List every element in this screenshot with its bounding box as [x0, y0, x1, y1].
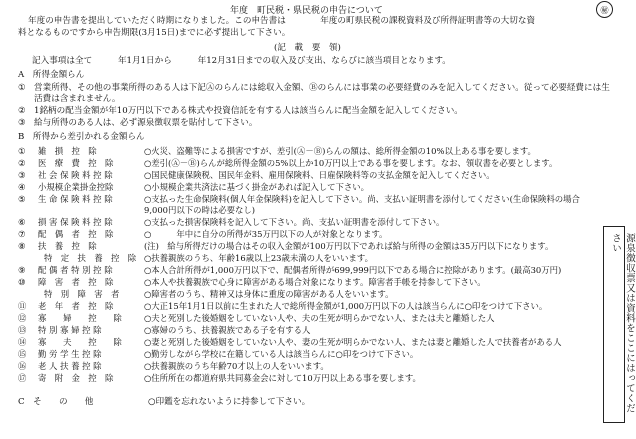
row-number: ⑧: [18, 241, 26, 251]
row-description: ○本人や扶養親族で心身に障害がある場合対象になります。障害者手帳を持参して下さい。: [144, 277, 486, 287]
row-number: ⑥: [18, 217, 26, 227]
row-number: ⑫: [18, 313, 27, 323]
row-number: ⑮: [18, 349, 27, 359]
section-a-item-3-num: ③: [18, 118, 26, 128]
row-label: 配 偶 者 特 別 控 除: [38, 265, 113, 275]
row-number: ⑨: [18, 265, 26, 275]
row-label: 老 年 者 控 除: [38, 301, 114, 311]
row-description: ○支払った損害保険料を記入して下さい。尚、支払い証明書を添付して下さい。: [144, 217, 445, 227]
row-label: 特 定 扶 養 控 除: [44, 253, 137, 263]
deduction-row: [18, 361, 329, 371]
deduction-row: [18, 313, 495, 323]
row-description: ○扶養親族のうち、年齢16歳以上23歳未満の人をいいます。: [144, 253, 373, 263]
row-description: ○火災、盗難等による損害ですが、差引(Ⓐ－Ⓑ)らんの額は、総所得金額の10%以上ある事を要します。: [144, 146, 536, 156]
section-a-item-1-cont: 活費は含まれません。: [34, 94, 121, 104]
row-label: 老 人 扶 養 控 除: [38, 361, 102, 371]
row-description: ○小規模企業共済法に基づく掛金があれば記入して下さい。: [144, 182, 370, 192]
section-a-item-2: 1銘柄の配当金額が年10万円以下である株式や投資信託を有する人は該当らんに配当金額を記入してください。: [34, 106, 463, 116]
section-a-item-1: 営業所得、その他の事業所得のある人は下記Ⓐのらんには総収入金額、Ⓑのらんには事業の必要経費のみを記入してください。従って必要経費には生: [34, 83, 610, 93]
row-description: ○国民健康保険税、国民年金料、雇用保険料、日雇保険料等の支払金額を記入してください。: [144, 170, 495, 180]
row-label: 損 害 保 険 料 控 除: [38, 217, 113, 227]
confidential-mark: ㊙: [596, 1, 613, 18]
row-number: ②: [18, 158, 26, 168]
row-label: 特 別 障 害 者: [44, 289, 120, 299]
deduction-row: [18, 253, 373, 263]
deduction-row: [18, 170, 495, 180]
row-label: 社 会 保 険 料 控 除: [38, 170, 113, 180]
row-number: ⑤: [18, 194, 26, 204]
row-number: ③: [18, 170, 26, 180]
section-b-title: B 所得から差引かれる金額らん: [18, 132, 145, 142]
deduction-row: [18, 277, 486, 287]
row-description: ○差引(Ⓐ－Ⓑ)らんが総所得金額の5%以上か10万円以上である事を要します。なお、領収書を必要とします。: [144, 158, 558, 168]
document-title: 年度 町民税・県民税の申告について: [230, 6, 383, 16]
deduction-row: [18, 182, 369, 192]
row-number: ⑪: [18, 301, 27, 311]
deduction-row: [18, 349, 418, 359]
section-c-description: ○印鑑を忘れないように持参して下さい。: [148, 397, 311, 407]
row-label: 医 療 費 控 除: [38, 158, 114, 168]
deduction-row: [18, 325, 310, 335]
deduction-row: [18, 265, 561, 275]
deduction-row: [18, 217, 444, 227]
row-description: ○扶養親族のうち年齢70才以上の人をいいます。: [144, 361, 329, 371]
row-description: ○妻と死別した後婚姻をしていない人や、妻の生死が明らかでない人、または妻と離婚した人で扶養者がある人: [144, 337, 562, 347]
deduction-row: [18, 229, 387, 239]
deduction-row: [18, 373, 421, 383]
section-a-item-2-num: ②: [18, 106, 26, 116]
row-description: ○支払った生命保険料(個人年金保険料)を記入して下さい。尚、支払い証明書を添付してください(生命保険料の場合: [144, 194, 580, 204]
row-description: ○勤労しながら学校に在籍している人は該当らんに○印をつけて下さい。: [144, 349, 419, 359]
row-label: 寡 婦 控 除: [38, 313, 122, 323]
row-description: ○ 年中に自分の所得が35万円以下の人が対象となります。: [144, 229, 388, 239]
deduction-row: [18, 194, 580, 204]
section-a-title: A 所得金額らん: [18, 70, 85, 80]
section-c-title: C そ の 他: [18, 397, 94, 407]
row-description: ○寡婦のうち、扶養親族である子を有する人: [144, 325, 311, 335]
row-number: ①: [18, 146, 26, 156]
row-label: 雑 損 控 除: [38, 146, 97, 156]
deduction-row: [18, 158, 557, 168]
row-description: ○大正15年1月1日以前に生まれた人で総所得金額が1,000万円以下の人は該当らんに○印をつけて下さい。: [144, 301, 548, 311]
section-a-item-3: 給与所得のある人は、必ず源泉徴収票を貼付して下さい。: [34, 118, 258, 128]
row-label: 寡 夫 控 除: [38, 337, 122, 347]
row-label: 寄 附 金 控 除: [38, 373, 114, 383]
deduction-row: [18, 146, 536, 156]
deduction-row-continued: [18, 205, 255, 215]
row-number: ⑰: [18, 373, 27, 383]
row-label: 生 命 保 険 料 控 除: [38, 194, 113, 204]
row-number: ④: [18, 182, 26, 192]
row-description: ○夫と死別した後婚姻をしていない人や、夫の生死が明らかでない人、または夫と離婚した人: [144, 313, 495, 323]
notes-title: (記 載 要 領): [274, 43, 341, 53]
deduction-row: [18, 289, 394, 299]
row-number: ⑩: [18, 277, 26, 287]
row-description: ○住所所在の都道府県共同募金会に対して10万円以上ある事を要します。: [144, 373, 421, 383]
withholding-slip-attach-box: [603, 226, 635, 423]
row-label: 特 別 寡 婦 控 除: [38, 325, 102, 335]
row-number: ⑬: [18, 325, 27, 335]
intro-line-2: 料となるものですから申告期限(3月15日)までに必ず提出して下さい。: [18, 28, 291, 38]
row-description: (注) 給与所得だけの場合はその収入金額が100万円以下であれば給与所得の金額は35万円以下になります。: [144, 241, 554, 251]
notes-intro: 記入事項は全て 年1月1日から 年12月31日までの収入及び支出、ならびに該当項目となります。: [32, 56, 451, 66]
row-number: ⑦: [18, 229, 26, 239]
row-label: 扶 養 控 除: [38, 241, 97, 251]
row-label: 勤 労 学 生 控 除: [38, 349, 102, 359]
row-label: 配 偶 者 控 除: [38, 229, 114, 239]
row-label: 障 害 者 控 除: [38, 277, 114, 287]
row-description: ○障害者のうち、精神又は身体に重度の障害がある人をいいます。: [144, 289, 394, 299]
intro-line-1: 年度の申告書を提出していただく時期になりました。この申告書は 年度の町県民税の課税資料及び所得証明書等の大切な資: [28, 16, 536, 26]
row-number: ⑯: [18, 361, 27, 371]
row-number: ⑭: [18, 337, 27, 347]
deduction-row: [18, 301, 547, 311]
deduction-row: [18, 241, 553, 251]
withholding-slip-note: 源泉徴収票又は資料をここにはってください: [610, 233, 635, 413]
row-description: ○本人合計所得が1,000万円以下で、配偶者所得が699,999円以下である場合に控除があります。(最高30万円): [144, 265, 562, 275]
row-label: 小規模企業掛金控除: [38, 182, 114, 192]
deduction-row: [18, 337, 562, 347]
section-a-item-1-num: ①: [18, 83, 26, 93]
row-description: 9,000円以下の時は必要なし): [144, 205, 255, 215]
